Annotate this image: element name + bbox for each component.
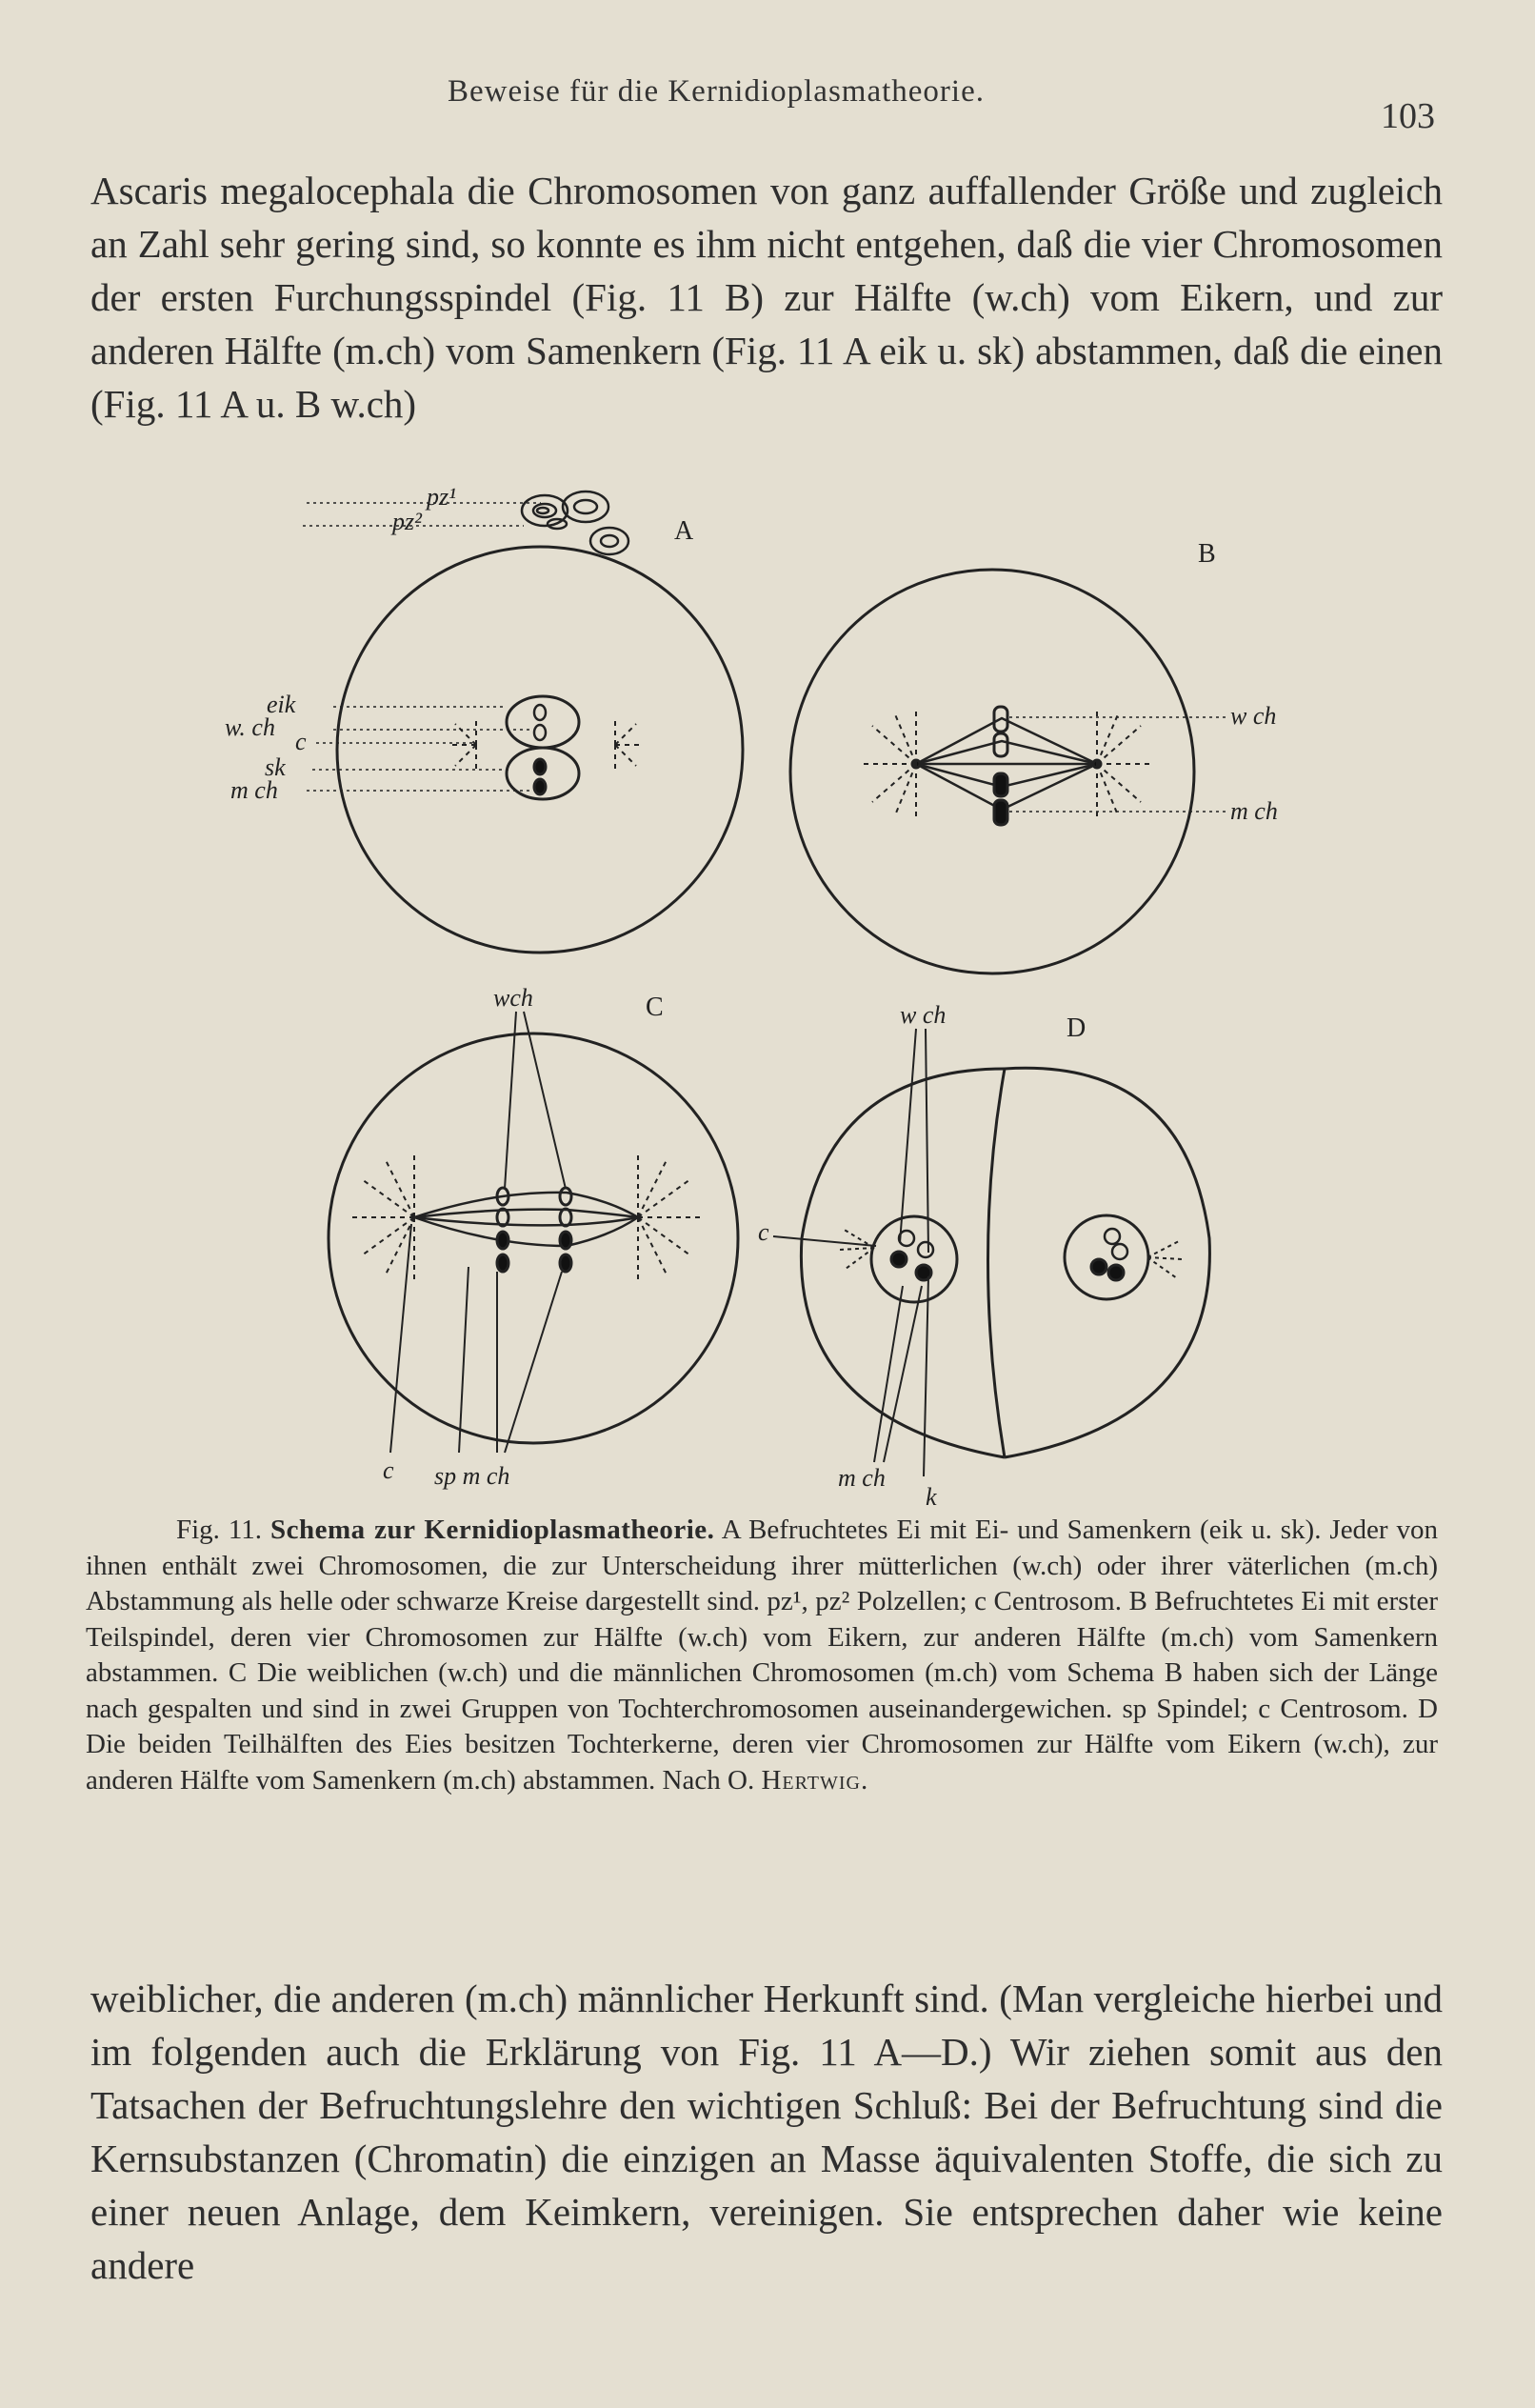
panel-d — [773, 1029, 1209, 1476]
panel-label-b: B — [1198, 539, 1216, 569]
label-d-k: k — [926, 1483, 937, 1511]
egg-d-right-half — [1005, 1068, 1209, 1457]
running-title: Beweise für die Kernidioplasmatheorie. — [448, 74, 985, 109]
label-a-mch: m ch — [230, 776, 278, 804]
aster-c — [352, 1153, 700, 1282]
panel-label-c: C — [646, 993, 664, 1022]
figure-11-drawing — [190, 467, 1476, 1515]
aster-d — [840, 1229, 1183, 1278]
panel-c — [329, 1012, 738, 1453]
caption-author: Hertwig. — [761, 1764, 869, 1796]
figure-caption — [86, 1513, 1438, 1798]
panel-label-d: D — [1067, 1013, 1086, 1043]
label-c-sp-mch: sp m ch — [434, 1462, 510, 1490]
page-number: 103 — [1381, 96, 1435, 136]
label-d-wch: w ch — [900, 1001, 947, 1029]
label-a-wch: w. ch — [225, 713, 275, 741]
label-pz1: pz¹ — [427, 483, 456, 511]
label-d-mch: m ch — [838, 1464, 886, 1492]
label-a-c: c — [295, 728, 307, 755]
label-c-wch: wch — [493, 984, 533, 1012]
daughter-nucleus-right — [1065, 1215, 1148, 1299]
caption-text: A Befruchtetes Ei mit Ei- und Samenkern (eik u. sk). Jeder von ihnen enthält zwei Chromosomen, die zur Unterscheidung ihrer mütterlichen (w.ch) oder ihrer väterlichen (m.ch) Abstammung als helle oder schwarze Kreise dargestellt sind. pz¹, pz² Polzellen; c Centrosom. B Befruchtetes Ei mit erster Teilspindel, deren vier Chromosomen zur Hälfte (w.ch) vom Eikern, zur anderen Hälfte (m.ch) vom Samenkern abstammen. C Die weiblichen (w.ch) und die männlichen Chromosomen (m.ch) vom Schema B haben sich der Länge nach gespalten und sind in zwei Gruppen von Tochterchromosomen auseinandergewichen. sp Spindel; c Centrosom. D Die beiden Teilhälften des Eies besitzen Tochterkerne, deren vier Chromosomen zur Hälfte vom Eikern (w.ch), zur anderen Hälfte vom Samenkern (m.ch) abstammen. Nach O. — [86, 1515, 1439, 1796]
panel-label-a: A — [674, 516, 694, 546]
panel-a — [303, 492, 743, 953]
leaders-d — [773, 1029, 928, 1476]
caption-title: Schema zur Kernidioplasmatheorie. — [270, 1515, 715, 1545]
body-paragraph-top: Ascaris megalocephala die Chromosomen von ganz auffallender Größe und zugleich an Zahl sehr gering sind, so konnte es ihm nicht entgehen, daß die vier Chromosomen der ersten Furchungsspindel (Fig. 11 B) zur Hälfte (w.ch) vom Eikern, und zur anderen Hälfte (m.ch) vom Samenkern (Fig. 11 A eik u. sk) abstammen, daß die einen (Fig. 11 A u. B w.ch) — [90, 169, 1443, 426]
label-d-c: c — [758, 1218, 769, 1246]
egg-c-outline — [329, 1033, 738, 1443]
label-sk: sk — [265, 753, 286, 781]
figure-11 — [190, 467, 1476, 1515]
caption-fig-number: Fig. 11. — [176, 1515, 263, 1545]
label-c-c: c — [383, 1456, 394, 1484]
egg-b-outline — [790, 570, 1194, 973]
daughter-nucleus-left — [871, 1216, 957, 1302]
label-b-mch: m ch — [1230, 797, 1278, 825]
label-pz2: pz² — [392, 508, 422, 535]
label-b-wch: w ch — [1230, 702, 1277, 730]
body-paragraph-bottom: weiblicher, die anderen (m.ch) männlicher Herkunft sind. (Man vergleiche hierbei und im folgenden auch die Erklärung von Fig. 11 A—D.) Wir ziehen somit aus den Tatsachen der Befruchtungslehre den wichtigen Schluß: Bei der Befruchtung sind die Kernsubstanzen (Chromatin) die einzigen an Masse äquivalenten Stoffe, die sich zu einer neuen Anlage, dem Keimkern, vereinigen. Sie entsprechen daher wie keine andere — [90, 1977, 1443, 2287]
egg-a-outline — [337, 547, 743, 953]
label-eik: eik — [267, 691, 296, 718]
leaders-c — [390, 1012, 566, 1453]
polar-bodies — [522, 492, 628, 554]
panel-b — [790, 570, 1228, 973]
